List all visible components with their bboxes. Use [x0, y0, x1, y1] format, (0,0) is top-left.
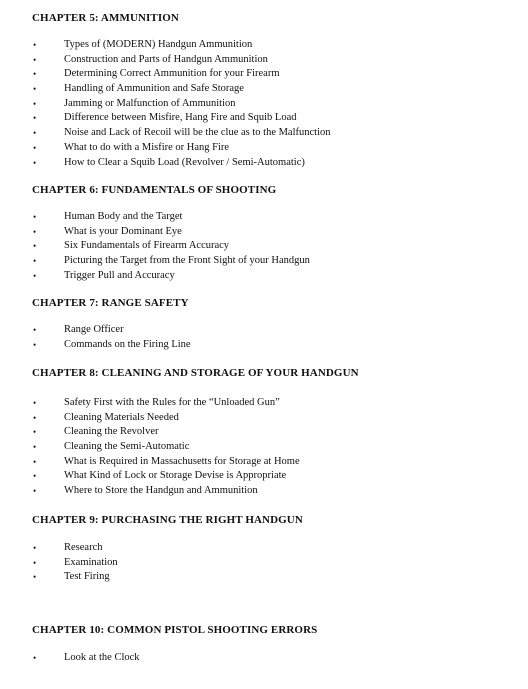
bullet-icon: •: [33, 412, 37, 423]
topic-text: Safety First with the Rules for the “Unloaded Gun”: [64, 397, 280, 408]
topic-text: Human Body and the Target: [64, 211, 183, 222]
topic-text: Commands on the Firing Line: [64, 338, 191, 350]
topic-text: Examination: [64, 556, 118, 568]
topic-text: Jamming or Malfunction of Ammunition: [64, 97, 236, 109]
bullet-icon: •: [33, 398, 37, 408]
topic-text: Where to Store the Handgun and Ammunition: [64, 485, 258, 497]
bullet-icon: •: [33, 128, 37, 139]
bullet-icon: •: [33, 256, 37, 267]
topic-text: Picturing the Target from the Front Sight of your Handgun: [64, 255, 310, 267]
bullet-icon: •: [33, 226, 37, 237]
topic-text: What to do with a Misfire or Hang Fire: [64, 141, 230, 153]
bullet-icon: •: [33, 98, 37, 109]
topic-text: Cleaning Materials Needed: [64, 411, 179, 423]
topic-text: What Kind of Lock or Storage Devise is Appropriate: [64, 470, 287, 482]
chapter-6-heading: CHAPTER 6: FUNDAMENTALS OF SHOOTING: [32, 184, 277, 196]
topic-text: Difference between Misfire, Hang Fire and Squib Load: [64, 112, 297, 124]
bullet-icon: •: [33, 142, 37, 153]
topic-text: Determining Correct Ammunition for your Firearm: [64, 68, 280, 80]
chapter-8-heading: CHAPTER 8: CLEANING AND STORAGE OF YOUR HANDGUN: [32, 367, 359, 379]
bullet-icon: •: [33, 543, 37, 553]
topic-text: Construction and Parts of Handgun Ammunition: [64, 53, 268, 65]
bullet-icon: •: [33, 113, 37, 124]
chapter-7-heading: CHAPTER 7: RANGE SAFETY: [32, 297, 189, 309]
bullet-icon: •: [33, 471, 37, 482]
topic-text: Noise and Lack of Recoil will be the clue as to the Malfunction: [64, 127, 331, 139]
chapter-10-heading: CHAPTER 10: COMMON PISTOL SHOOTING ERRORS: [32, 624, 318, 636]
topic-text: Trigger Pull and Accuracy: [64, 269, 175, 281]
topic-text: How to Clear a Squib Load (Revolver / Semi-Automatic): [64, 156, 305, 168]
topic-text: Test Firing: [64, 571, 110, 583]
topic-text: Research: [64, 542, 103, 553]
bullet-icon: •: [33, 456, 37, 467]
bullet-icon: •: [33, 486, 37, 497]
bullet-icon: •: [33, 270, 37, 281]
topic-text: Six Fundamentals of Firearm Accuracy: [64, 240, 230, 252]
topic-text: Cleaning the Semi-Automatic: [64, 441, 190, 453]
topic-text: Cleaning the Revolver: [64, 426, 159, 438]
topic-text: Types of (MODERN) Handgun Ammunition: [64, 39, 253, 50]
topic-text: What is Required in Massachusetts for Storage at Home: [64, 455, 300, 467]
topic-text: Range Officer: [64, 324, 124, 335]
bullet-icon: •: [33, 557, 37, 568]
topic-text: Look at the Clock: [64, 652, 140, 663]
bullet-icon: •: [33, 157, 37, 168]
chapter-9-heading: CHAPTER 9: PURCHASING THE RIGHT HANDGUN: [32, 514, 303, 526]
bullet-icon: •: [33, 40, 37, 50]
bullet-icon: •: [33, 54, 37, 65]
chapter-5-heading: CHAPTER 5: AMMUNITION: [32, 12, 179, 24]
bullet-icon: •: [33, 427, 37, 438]
bullet-icon: •: [33, 339, 37, 350]
bullet-icon: •: [33, 572, 37, 583]
topic-text: What is your Dominant Eye: [64, 225, 182, 237]
bullet-icon: •: [33, 241, 37, 252]
topic-text: Handling of Ammunition and Safe Storage: [64, 83, 244, 95]
bullet-icon: •: [33, 212, 37, 222]
bullet-icon: •: [33, 69, 37, 80]
bullet-icon: •: [33, 325, 37, 335]
bullet-icon: •: [33, 653, 37, 663]
bullet-icon: •: [33, 84, 37, 95]
bullet-icon: •: [33, 442, 37, 453]
